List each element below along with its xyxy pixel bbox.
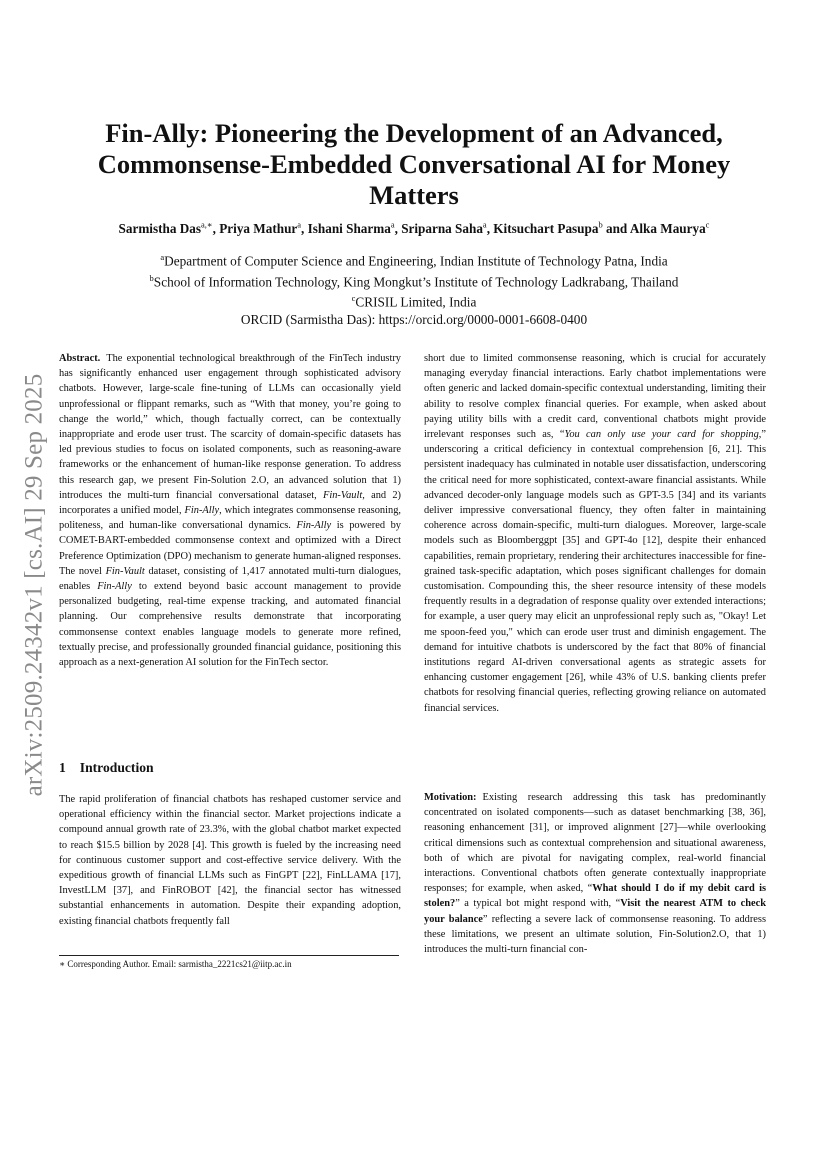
abstract-body: The exponential technological breakthrough of the FinTech industry has significantly enhanced user engagement through sophisticated advisory chatbots. However, large-scale fine-tuning of LLMs can occasionally yield unprofessional or flippant remarks, such as “With that money, you’re going to change the world,” which, though factually correct, can be contextually inappropriate and erode user trust. The scarcity of domain-specific datasets has led previous studies to focus on isolated components, such as reasoning-aware frameworks or the enhancement of human-like response generation. To address this research gap, we present Fin-Solution 2.O, an advanced solution that 1) introduces the multi-turn financial conversational dataset, Fin-Vault, and 2) incorporates a unified model, Fin-Ally, which integrates commonsense reasoning, politeness, and human-like conversational dynamics. Fin-Ally is powered by COMET-BART-embedded commonsense context and optimized with a Direct Preference Optimization (DPO) mechanism to generate human-aligned responses. The novel Fin-Vault dataset, consisting of 1,417 annotated multi-turn dialogues, enables Fin-Ally to extend beyond basic account management to provide personalized budgeting, real-time expense tracking, and automated financial planning. Our comprehensive results demonstrate that incorporating commonsense context enables language models to generate more refined, textually precise, and professionally grounded financial guidance, positioning this approach as a next-generation AI solution for the FinTech sector. — [59, 353, 401, 669]
footnote-divider — [59, 955, 399, 956]
author: Kitsuchart Pasupa$^b$ and — [493, 220, 630, 237]
section-title: Introduction — [79, 760, 154, 775]
affiliation: $^c$CRISIL Limited, India — [351, 293, 477, 310]
author: Ishani Sharma$^a$, — [307, 220, 402, 237]
introduction-paragraph-left: The rapid proliferation of financial chatbots has reshaped customer service and operational efficiency within the financial sector. Market projections indicate a compound annual growth rate of 23.3%, with the global chatbot market expected to reach $15.5 billion by 2028 [4]. This growth is fueled by the increasing need for continuous customer support and cost-effective service delivery. With the expeditious growth of financial LLMs such as FinGPT [22], FinLLAMA [17], InvestLLM [37], and FinROBOT [42], the financial sector has witnessed substantial enhancements in automation. Despite their expanding adoption, existing financial chatbots frequently fall — [59, 794, 401, 927]
affiliation: $^b$School of Information Technology, King Mongkut’s Institute of Technology Ladkrabang, Thailand — [149, 272, 679, 290]
corresponding-author-footnote: ∗ Corresponding Author. Email: sarmistha_2221cs21@iitp.ac.in — [59, 959, 292, 969]
introduction-paragraph-right: short due to limited commonsense reasoning, which is crucial for accurately managing everyday financial interactions. Early chatbot implementations were often generic and lacked domain-specific contextual understanding, limiting their ability to resolve complex financial queries. For example, when asked about paying utility bills with a credit card, conventional chatbots might provide irrelevant responses such as, “You can only use your card for shopping,” underscoring a critical deficiency in contextual comprehension [6, 21]. This persistent inadequacy has culminated in notable user dissatisfaction, underscoring the critical need for more sophisticated, context-aware financial assistants. While advanced decoder-only language models such as GPT-3.5 [34] and its variants deliver impressive conversational fluency, they often falter in maintaining coherence across domain-specific, multi-turn dialogues. Moreover, large-scale models such as Bloomberggpt [35] and GPT-4o [12], despite their enhanced capabilities, remain proprietary, rendering their architectures inaccessible for fine-grained task-specific adaptation, which poses significant challenges for domain customisation. Compounding this, the sheer resource intensity of these models frequently results in a degradation of response quality over extended interactions; for example, a user query may elicit an unprofessional reply such as, "Okay! Let me spoon-feed you," which can erode user trust and diminish engagement. The demand for intuitive chatbots is underscored by the fact that 80% of financial institutions regard AI-driven conversational agents as strategic assets for enhancing customer engagement [26], while 43% of U.S. banking clients prefer chatbots for resolving financial queries, reflecting growing reliance on automated financial services. — [424, 353, 767, 714]
orcid-link[interactable]: ORCID (Sarmistha Das): https://orcid.org/0000-0001-6608-0400 — [240, 312, 588, 328]
author: Priya Mathur$^a$, — [219, 220, 308, 237]
abstract-label: Abstract. — [59, 353, 101, 364]
abstract — [59, 351, 401, 670]
arxiv-identifier-stamp — [14, 345, 54, 825]
arxiv-identifier-text: arXiv:2509.24342v1 [cs.AI] 29 Sep 2025 — [20, 373, 48, 797]
affiliations — [50, 249, 778, 328]
motivation-label: Motivation: — [424, 792, 477, 803]
section-number: 1 — [59, 760, 66, 775]
paper-title: Fin-Ally: Pioneering the Development of an Advanced, Commonsense-Embedded Conversational AI for Money Matters — [97, 118, 731, 210]
author: Alka Maurya$^c$ — [629, 220, 710, 237]
author: Sriparna Saha$^a$, — [401, 220, 494, 237]
motivation-paragraph: Motivation: Existing research addressing this task has predominantly concentrated on isolated components—such as dataset benchmarking [38, 36], reasoning enhancement [31], or improved alignment [27]—while overlooking critical dimensions such as contextual comprehension and situational awareness, both of which are pivotal for navigating complex, real-world financial interactions. Conventional chatbots often generate contextually inappropriate responses; for example, when asked, “What should I do if my debit card is stolen?” a typical bot might respond with, “Visit the nearest ATM to check your balance” reflecting a severe lack of commonsense reasoning. To address these limitations, we present an ultimate solution, Fin-Solution2.O, that 1) introduces the multi-turn financial con- — [424, 792, 767, 956]
author: Sarmistha Das$^{a,∗}$, — [118, 220, 220, 237]
section-heading-introduction — [59, 760, 154, 776]
author-list — [50, 220, 778, 237]
affiliation: $^a$Department of Computer Science and Engineering, Indian Institute of Technology Patna, India — [160, 252, 668, 269]
